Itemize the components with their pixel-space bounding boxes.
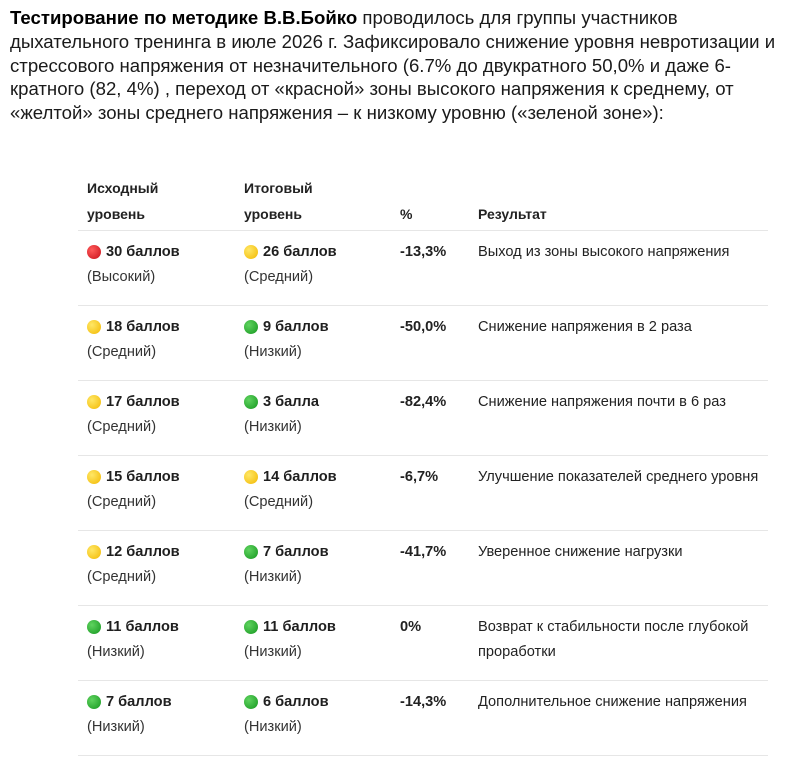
status-dot-icon [244, 320, 258, 334]
final-level [244, 240, 394, 289]
initial-level-score-text: 17 баллов [106, 394, 180, 410]
final-level [244, 690, 394, 739]
final-level-score-text: 6 баллов [263, 694, 329, 710]
final-level-score-text: 11 баллов [263, 619, 336, 635]
intro-paragraph [10, 6, 800, 125]
initial-level-score-text: 7 баллов [106, 694, 172, 710]
status-dot-icon [244, 245, 258, 259]
final-level [244, 390, 394, 439]
header-final: Итоговый уровень [244, 180, 313, 222]
percent-change: 0% [400, 619, 422, 635]
status-dot-icon [244, 470, 258, 484]
percent-change: -41,7% [400, 544, 447, 560]
status-dot-icon [87, 320, 101, 334]
table-header [78, 173, 768, 230]
final-level-level: (Средний) [244, 268, 314, 285]
table-row [78, 380, 768, 455]
initial-level-level: (Средний) [87, 418, 157, 435]
table-row [78, 530, 768, 605]
status-dot-icon [87, 470, 101, 484]
initial-level-score-text: 15 баллов [106, 469, 180, 485]
initial-level-level: (Средний) [87, 343, 157, 360]
intro-text: проводилось для группы участников дыхательного тренинга в июле 2026 г. Зафиксировало снижение уровня невротизации и стрессового напряжения от незначительного (6.7% до двукратного 50,0% и даже 6-кратного (82, 4%) , переход от «красной» зоны высокого напряжения к среднему, от «желтой» зоны среднего напряжения – к низкому уровню («зеленой зоне»): [10, 7, 776, 124]
final-level-level: (Средний) [244, 493, 314, 510]
final-level [244, 540, 394, 589]
status-dot-icon [244, 620, 258, 634]
status-dot-icon [87, 620, 101, 634]
final-level-score-text: 7 баллов [263, 544, 329, 560]
initial-level [87, 615, 237, 664]
initial-level [87, 465, 237, 514]
result-text: Выход из зоны высокого напряжения [478, 244, 730, 260]
table-row [78, 230, 768, 305]
initial-level [87, 315, 237, 364]
final-level-level: (Низкий) [244, 718, 302, 735]
intro-title: Тестирование по методике В.В.Бойко [10, 7, 358, 28]
initial-level-score [87, 540, 237, 565]
percent-change: -50,0% [400, 319, 447, 335]
results-table [78, 173, 768, 756]
table-row [78, 455, 768, 530]
final-level-level: (Низкий) [244, 343, 302, 360]
result-text: Дополнительное снижение напряжения [478, 694, 747, 710]
initial-level [87, 690, 237, 739]
final-level-score [244, 240, 394, 265]
initial-level-score-text: 30 баллов [106, 244, 180, 260]
final-level-level: (Низкий) [244, 418, 302, 435]
status-dot-icon [244, 395, 258, 409]
initial-level-score [87, 465, 237, 490]
initial-level-score [87, 615, 237, 640]
initial-level-level: (Высокий) [87, 268, 156, 285]
final-level-score [244, 315, 394, 340]
header-initial: Исходный уровень [87, 180, 159, 222]
table-row [78, 680, 768, 756]
status-dot-icon [244, 695, 258, 709]
table-row [78, 305, 768, 380]
final-level-score [244, 465, 394, 490]
table-body [78, 230, 768, 756]
initial-level-level: (Средний) [87, 568, 157, 585]
status-dot-icon [87, 245, 101, 259]
status-dot-icon [87, 695, 101, 709]
initial-level [87, 390, 237, 439]
initial-level-level: (Низкий) [87, 718, 145, 735]
percent-change: -14,3% [400, 694, 447, 710]
final-level-level: (Низкий) [244, 568, 302, 585]
result-text: Возврат к стабильности после глубокой проработки [478, 619, 749, 660]
initial-level-score-text: 11 баллов [106, 619, 179, 635]
final-level [244, 315, 394, 364]
status-dot-icon [87, 545, 101, 559]
result-text: Снижение напряжения в 2 раза [478, 319, 692, 335]
status-dot-icon [87, 395, 101, 409]
percent-change: -82,4% [400, 394, 447, 410]
status-dot-icon [244, 545, 258, 559]
final-level-score-text: 26 баллов [263, 244, 337, 260]
initial-level [87, 540, 237, 589]
final-level-score [244, 540, 394, 565]
result-text: Снижение напряжения почти в 6 раз [478, 394, 726, 410]
final-level-score [244, 615, 394, 640]
final-level-score-text: 14 баллов [263, 469, 337, 485]
result-text: Улучшение показателей среднего уровня [478, 469, 759, 485]
initial-level-score [87, 240, 237, 265]
percent-change: -6,7% [400, 469, 439, 485]
percent-change: -13,3% [400, 244, 447, 260]
final-level-score [244, 690, 394, 715]
header-result: Результат [478, 206, 547, 222]
initial-level-score [87, 315, 237, 340]
final-level [244, 615, 394, 664]
initial-level-score-text: 12 баллов [106, 544, 180, 560]
table-row [78, 605, 768, 680]
final-level-score-text: 9 баллов [263, 319, 329, 335]
header-percent: % [400, 206, 413, 222]
initial-level-score-text: 18 баллов [106, 319, 180, 335]
initial-level [87, 240, 237, 289]
final-level [244, 465, 394, 514]
final-level-score-text: 3 балла [263, 394, 319, 410]
final-level-score [244, 390, 394, 415]
initial-level-score [87, 390, 237, 415]
initial-level-score [87, 690, 237, 715]
initial-level-level: (Низкий) [87, 643, 145, 660]
result-text: Уверенное снижение нагрузки [478, 544, 683, 560]
initial-level-level: (Средний) [87, 493, 157, 510]
final-level-level: (Низкий) [244, 643, 302, 660]
